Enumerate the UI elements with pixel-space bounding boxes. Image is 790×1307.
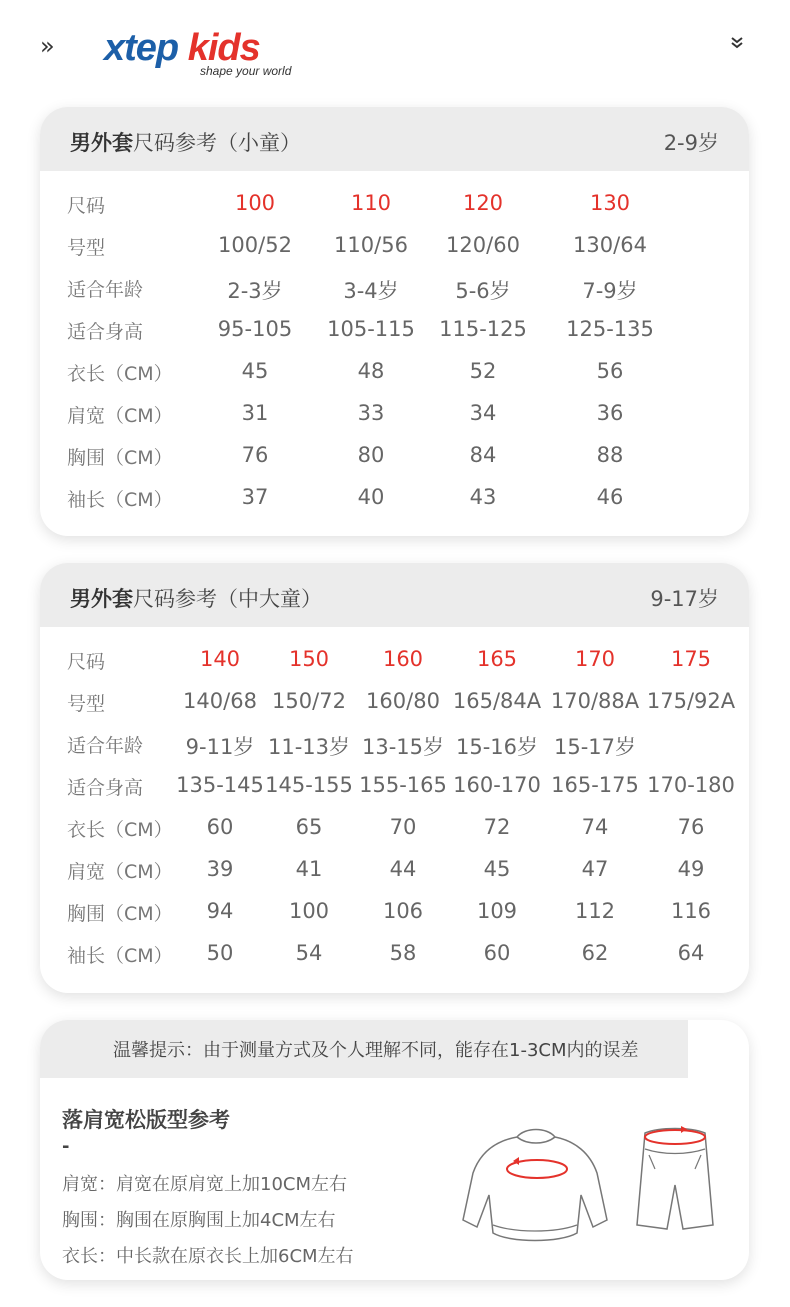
- table-cell: 76: [677, 815, 705, 839]
- row-label: 胸围（CM）: [67, 903, 173, 925]
- tips-card: [40, 1020, 749, 1280]
- table-cell: 60: [206, 815, 234, 839]
- row-label: 袖长（CM）: [67, 945, 173, 967]
- row-label: 肩宽（CM）: [67, 861, 173, 883]
- table-cell: 15-17岁: [553, 735, 637, 759]
- table-cell: 56: [596, 359, 624, 383]
- row-label: 衣长（CM）: [67, 363, 173, 385]
- table-row: [40, 899, 749, 941]
- notice-text: 温馨提示：由于测量方式及个人理解不同，能存在1-3CM内的误差: [113, 1040, 639, 1061]
- table-cell: 76: [241, 443, 269, 467]
- length-note: 衣长：中长款在原衣长上加6CM左右: [62, 1246, 354, 1267]
- size-header-cell: 165: [476, 647, 518, 671]
- table-cell: 54: [295, 941, 323, 965]
- table-row: [40, 275, 749, 317]
- table-cell: 106: [382, 899, 424, 923]
- table-cell: 65: [295, 815, 323, 839]
- table-row: [40, 359, 749, 401]
- table-cell: 70: [389, 815, 417, 839]
- card-header: [40, 563, 749, 627]
- notice-bar: [40, 1020, 688, 1078]
- row-label: 肩宽（CM）: [67, 405, 173, 427]
- page-header: [0, 0, 790, 100]
- age-range: 2-9岁: [663, 131, 719, 155]
- row-label: 号型: [67, 693, 106, 715]
- table-cell: 47: [581, 857, 609, 881]
- card-title: 男外套尺码参考（小童）: [70, 131, 301, 155]
- size-header-cell: 170: [574, 647, 616, 671]
- table-cell: 110/56: [334, 233, 408, 257]
- double-chevron-right-icon[interactable]: »: [40, 32, 53, 60]
- double-chevron-down-icon[interactable]: [730, 36, 744, 50]
- table-row: [40, 233, 749, 275]
- table-cell: 72: [483, 815, 511, 839]
- table-row: [40, 857, 749, 899]
- table-cell: 120/60: [446, 233, 520, 257]
- table-cell: 145-155: [265, 773, 353, 797]
- table-cell: 160-170: [453, 773, 541, 797]
- table-cell: 2-3岁: [227, 279, 283, 303]
- table-cell: 40: [357, 485, 385, 509]
- table-row: [40, 941, 749, 983]
- shoulder-note: 肩宽：肩宽在原肩宽上加10CM左右: [62, 1174, 348, 1195]
- table-cell: 39: [206, 857, 234, 881]
- size-card-small: [40, 107, 749, 536]
- table-cell: 34: [469, 401, 497, 425]
- table-row: [40, 647, 749, 689]
- table-cell: 60: [483, 941, 511, 965]
- table-cell: 58: [389, 941, 417, 965]
- size-header-cell: 160: [382, 647, 424, 671]
- fit-reference-title: 落肩宽松版型参考: [62, 1108, 230, 1132]
- table-row: [40, 317, 749, 359]
- card-title: 男外套尺码参考（中大童）: [70, 587, 322, 611]
- size-header-cell: 120: [462, 191, 504, 215]
- table-row: [40, 401, 749, 443]
- row-label: 适合年龄: [67, 279, 144, 301]
- table-cell: 80: [357, 443, 385, 467]
- row-label: 尺码: [67, 195, 106, 217]
- table-cell: 50: [206, 941, 234, 965]
- table-row: [40, 443, 749, 485]
- table-cell: 45: [483, 857, 511, 881]
- table-cell: 150/72: [272, 689, 346, 713]
- size-card-big: [40, 563, 749, 993]
- table-cell: 7-9岁: [582, 279, 638, 303]
- table-cell: 36: [596, 401, 624, 425]
- shorts-sketch-icon: [625, 1125, 725, 1235]
- table-cell: 13-15岁: [361, 735, 445, 759]
- size-header-cell: 140: [199, 647, 241, 671]
- table-cell: 62: [581, 941, 609, 965]
- table-cell: 46: [596, 485, 624, 509]
- table-cell: 94: [206, 899, 234, 923]
- table-cell: 88: [596, 443, 624, 467]
- row-label: 袖长（CM）: [67, 489, 173, 511]
- size-header-cell: 175: [670, 647, 712, 671]
- table-cell: 112: [574, 899, 616, 923]
- table-cell: 170/88A: [550, 689, 640, 713]
- row-label: 胸围（CM）: [67, 447, 173, 469]
- table-cell: 84: [469, 443, 497, 467]
- table-cell: 15-16岁: [455, 735, 539, 759]
- row-label: 适合身高: [67, 777, 144, 799]
- size-header-cell: 110: [350, 191, 392, 215]
- table-cell: 49: [677, 857, 705, 881]
- size-header-cell: 130: [589, 191, 631, 215]
- table-cell: 109: [476, 899, 518, 923]
- row-label: 尺码: [67, 651, 106, 673]
- table-cell: 100/52: [218, 233, 292, 257]
- row-label: 适合身高: [67, 321, 144, 343]
- table-cell: 165-175: [551, 773, 639, 797]
- table-cell: 155-165: [359, 773, 447, 797]
- table-cell: 100: [288, 899, 330, 923]
- table-cell: 135-145: [176, 773, 264, 797]
- brand-logo: xtep kids shape your world: [104, 27, 292, 78]
- table-cell: 3-4岁: [343, 279, 399, 303]
- table-row: [40, 815, 749, 857]
- row-label: 适合年龄: [67, 735, 144, 757]
- table-cell: 95-105: [217, 317, 293, 341]
- table-row: [40, 731, 749, 773]
- table-cell: 5-6岁: [455, 279, 511, 303]
- table-row: [40, 485, 749, 527]
- table-cell: 48: [357, 359, 385, 383]
- row-label: 号型: [67, 237, 106, 259]
- table-cell: 130/64: [573, 233, 647, 257]
- table-cell: 125-135: [566, 317, 654, 341]
- table-cell: 160/80: [366, 689, 440, 713]
- table-row: [40, 191, 749, 233]
- divider-dash: -: [62, 1136, 70, 1157]
- table-cell: 140/68: [183, 689, 257, 713]
- card-header: [40, 107, 749, 171]
- chest-note: 胸围：胸围在原胸围上加4CM左右: [62, 1210, 336, 1231]
- table-cell: 105-115: [327, 317, 415, 341]
- age-range: 9-17岁: [650, 587, 719, 611]
- table-cell: 11-13岁: [267, 735, 351, 759]
- table-cell: 9-11岁: [185, 735, 255, 759]
- table-cell: 44: [389, 857, 417, 881]
- table-row: [40, 689, 749, 731]
- table-cell: 165/84A: [452, 689, 542, 713]
- table-cell: 52: [469, 359, 497, 383]
- table-cell: 37: [241, 485, 269, 509]
- row-label: 衣长（CM）: [67, 819, 173, 841]
- table-cell: 74: [581, 815, 609, 839]
- table-cell: 45: [241, 359, 269, 383]
- size-header-cell: 150: [288, 647, 330, 671]
- table-cell: 175/92A: [646, 689, 736, 713]
- table-cell: 116: [670, 899, 712, 923]
- sweatshirt-sketch-icon: [455, 1125, 615, 1250]
- table-cell: 43: [469, 485, 497, 509]
- table-cell: 170-180: [647, 773, 735, 797]
- table-row: [40, 773, 749, 815]
- table-cell: 31: [241, 401, 269, 425]
- table-cell: 41: [295, 857, 323, 881]
- table-cell: 33: [357, 401, 385, 425]
- size-header-cell: 100: [234, 191, 276, 215]
- table-cell: 64: [677, 941, 705, 965]
- table-cell: 115-125: [439, 317, 527, 341]
